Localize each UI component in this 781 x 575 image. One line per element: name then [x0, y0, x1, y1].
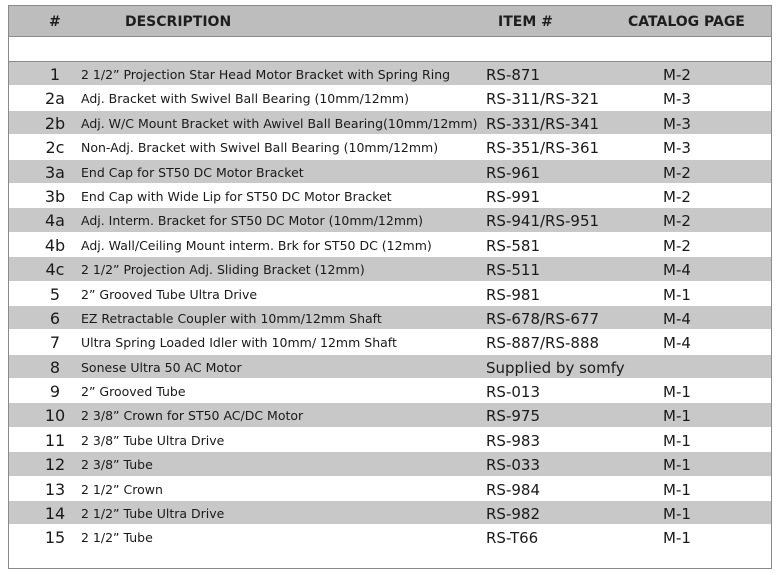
row-description: Adj. W/C Mount Bracket with Awivel Ball Bearing(10mm/12mm) — [81, 115, 478, 131]
row-number: 2a — [45, 89, 65, 109]
table-row — [9, 282, 771, 306]
table-row — [9, 477, 771, 501]
table-row — [9, 62, 771, 86]
row-description: 2 1/2” Projection Adj. Sliding Bracket (12mm) — [81, 262, 365, 278]
table-row — [9, 379, 771, 403]
row-number: 2b — [44, 113, 66, 133]
row-number: 8 — [49, 357, 61, 377]
row-number: 9 — [49, 382, 61, 402]
table-body — [9, 62, 771, 550]
header-spacer-row — [9, 36, 771, 62]
row-item-number: RS-961 — [486, 163, 540, 182]
row-item-number: RS-678/RS-677 — [486, 309, 600, 328]
table-row — [9, 86, 771, 110]
row-catalog-page: M-1 — [663, 529, 691, 548]
table-row — [9, 355, 771, 379]
table-row — [9, 135, 771, 159]
row-number: 3a — [45, 162, 65, 182]
table-row — [9, 257, 771, 281]
row-item-number: Supplied by somfy — [486, 358, 625, 377]
row-number: 5 — [49, 284, 61, 304]
row-item-number: RS-984 — [486, 480, 540, 499]
table-row — [9, 184, 771, 208]
row-description: End Cap for ST50 DC Motor Bracket — [81, 164, 304, 180]
header-catalog-page: CATALOG PAGE — [628, 14, 745, 30]
table-row — [9, 452, 771, 476]
row-catalog-page: M-3 — [663, 90, 691, 109]
row-number: 15 — [44, 528, 66, 548]
row-description: Ultra Spring Loaded Idler with 10mm/ 12mm Shaft — [81, 335, 397, 351]
row-catalog-page: M-1 — [663, 285, 691, 304]
row-item-number: RS-T66 — [486, 529, 539, 548]
row-item-number: RS-581 — [486, 236, 540, 255]
table-row — [9, 525, 771, 549]
row-catalog-page: M-3 — [663, 139, 691, 158]
row-description: End Cap with Wide Lip for ST50 DC Motor Bracket — [81, 188, 392, 204]
row-item-number: RS-981 — [486, 285, 540, 304]
row-catalog-page: M-1 — [663, 480, 691, 499]
row-item-number: RS-991 — [486, 187, 540, 206]
row-catalog-page: M-1 — [663, 407, 691, 426]
row-number: 4b — [44, 235, 66, 255]
row-item-number: RS-033 — [486, 456, 540, 475]
row-number: 11 — [44, 430, 66, 450]
row-item-number: RS-887/RS-888 — [486, 334, 600, 353]
row-description: Sonese Ultra 50 AC Motor — [81, 359, 242, 375]
row-catalog-page: M-4 — [663, 334, 691, 353]
row-description: Adj. Interm. Bracket for ST50 DC Motor (10mm/12mm) — [81, 213, 424, 229]
row-item-number: RS-331/RS-341 — [486, 114, 600, 133]
header-description: DESCRIPTION — [125, 14, 232, 30]
row-description: 2 1/2” Crown — [81, 481, 163, 497]
row-catalog-page: M-2 — [663, 66, 691, 84]
table-row — [9, 330, 771, 354]
table-row — [9, 428, 771, 452]
row-number: 14 — [44, 504, 66, 524]
table-row — [9, 501, 771, 525]
row-item-number: RS-983 — [486, 431, 540, 450]
row-catalog-page: M-1 — [663, 431, 691, 450]
row-item-number: RS-941/RS-951 — [486, 212, 600, 231]
parts-table — [8, 5, 772, 569]
row-item-number: RS-311/RS-321 — [486, 90, 600, 109]
row-description: 2” Grooved Tube Ultra Drive — [81, 286, 258, 302]
row-item-number: RS-975 — [486, 407, 540, 426]
table-row — [9, 160, 771, 184]
row-number: 6 — [49, 308, 61, 328]
row-catalog-page: M-3 — [663, 114, 691, 133]
row-description: 2 3/8” Crown for ST50 AC/DC Motor — [81, 408, 304, 424]
row-number: 1 — [49, 65, 61, 84]
row-number: 13 — [44, 479, 66, 499]
row-number: 3b — [44, 186, 66, 206]
header-number: # — [49, 14, 61, 30]
row-item-number: RS-982 — [486, 505, 540, 524]
row-description: 2 1/2” Tube — [81, 530, 153, 546]
table-header — [9, 6, 771, 36]
row-catalog-page: M-2 — [663, 212, 691, 231]
row-catalog-page: M-1 — [663, 505, 691, 524]
row-description: 2 3/8” Tube — [81, 457, 153, 473]
row-number: 4c — [45, 260, 65, 280]
table-row — [9, 233, 771, 257]
table-row — [9, 306, 771, 330]
table-row — [9, 111, 771, 135]
row-number: 10 — [44, 406, 66, 426]
row-catalog-page: M-1 — [663, 383, 691, 402]
row-catalog-page: M-1 — [663, 456, 691, 475]
row-item-number: RS-351/RS-361 — [486, 139, 600, 158]
row-description: Adj. Bracket with Swivel Ball Bearing (10mm/12mm) — [81, 91, 409, 107]
row-description: 2 1/2” Tube Ultra Drive — [81, 506, 225, 522]
row-item-number: RS-511 — [486, 261, 540, 280]
row-number: 7 — [49, 333, 61, 353]
row-description: Non-Adj. Bracket with Swivel Ball Bearing (10mm/12mm) — [81, 140, 439, 156]
row-description: 2 3/8” Tube Ultra Drive — [81, 432, 225, 448]
table-row — [9, 208, 771, 232]
row-description: EZ Retractable Coupler with 10mm/12mm Shaft — [81, 310, 382, 326]
table-row — [9, 403, 771, 427]
row-item-number: RS-013 — [486, 383, 540, 402]
row-catalog-page: M-4 — [663, 309, 691, 328]
row-description: 2 1/2” Projection Star Head Motor Bracket with Spring Ring — [81, 67, 451, 82]
row-description: 2” Grooved Tube — [81, 384, 186, 400]
row-catalog-page: M-2 — [663, 187, 691, 206]
row-number: 2c — [45, 138, 65, 158]
row-catalog-page: M-4 — [663, 261, 691, 280]
header-item-number: ITEM # — [498, 14, 553, 30]
row-item-number: RS-871 — [486, 66, 540, 84]
row-catalog-page: M-2 — [663, 163, 691, 182]
row-description: Adj. Wall/Ceiling Mount interm. Brk for ST50 DC (12mm) — [81, 237, 432, 253]
row-number: 4a — [45, 211, 65, 231]
row-number: 12 — [44, 455, 66, 475]
row-catalog-page: M-2 — [663, 236, 691, 255]
